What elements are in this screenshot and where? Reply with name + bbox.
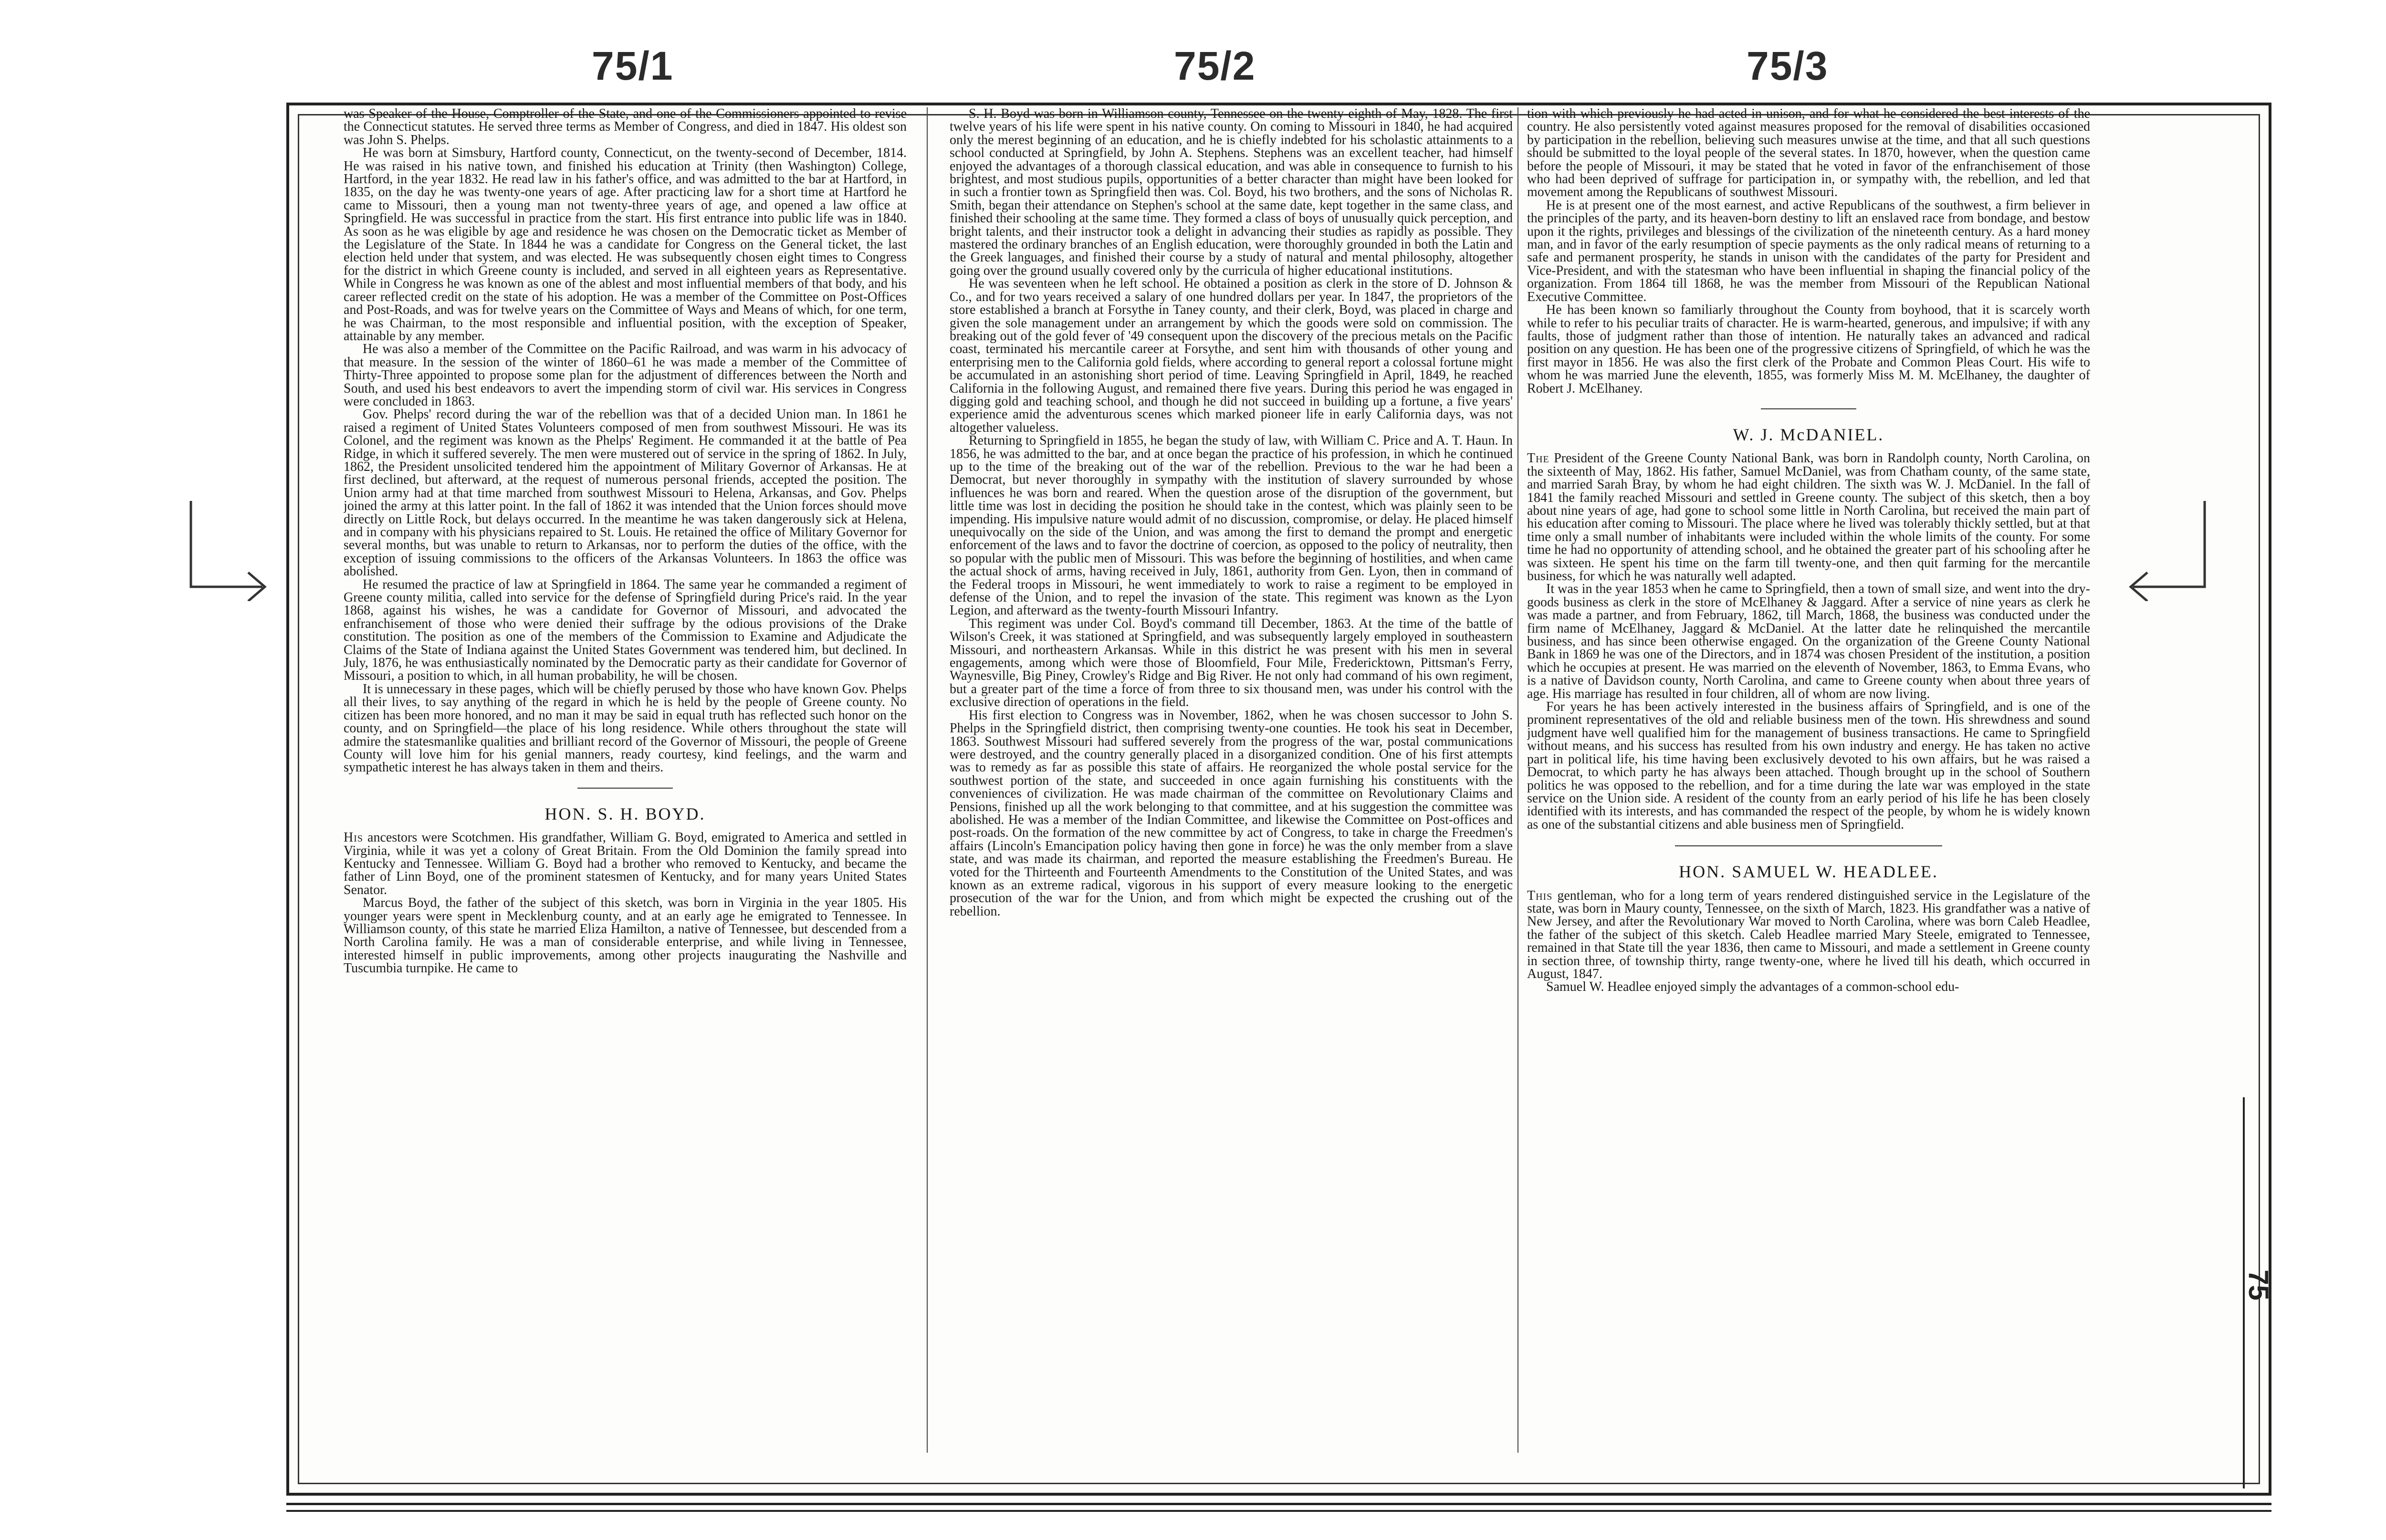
paragraph-text: ancestors were Scotchmen. His grandfather, William G. Boyd, emigrated to America and settled in Virginia, while it was yet a colony of Great Britain. From the Old Dominion the family spread into Kentucky and Tennessee. William G. Boyd had a brother who removed to Kentucky, and became the father of Linn Boyd, one of the prominent statesmen of Kentucky, and for many years United States Senator. bbox=[344, 830, 907, 897]
paragraph: Marcus Boyd, the father of the subject of this sketch, was born in Virginia in the year 1805. His younger years were spent in Mecklenburg county, and at an early age he emigrated to Tennessee. In Williamson county, of this state he married Eliza Hamilton, a native of Tennessee, but descended from a North Carolina family. He was a man of considerable enterprise, and while living in Tennessee, interested himself in public improvements, among other projects inaugurating the Nashville and Tuscumbia turnpike. He came to bbox=[344, 895, 907, 976]
section-heading-boyd: HON. S. H. BOYD. bbox=[544, 804, 706, 823]
paragraph: It was in the year 1853 when he came to Springfield, then a town of small size, and went into the dry-goods business as clerk in the store of McElhaney & Jaggard. After a service of nine years as clerk he was made a partner, and from February, 1862, till March, 1868, the business was conducted under the firm name of McElhaney, Jaggard & McDaniel. At the latter date he relinquished the mercantile business, and has since been otherwise engaged. On the organization of the Greene County National Bank in 1869 he was one of the Directors, and in 1874 was chosen President of the institution, a position which he occupies at present. He was married on the eleventh of November, 1863, to Emma Evans, who is a native of Davidson county, North Carolina, and came to Greene county when about three years of age. His marriage has resulted in four children, all of whom are now living. bbox=[1527, 582, 2090, 701]
paragraph: He was also a member of the Committee on the Pacific Railroad, and was warm in his advocacy of that measure. In the session of the winter of 1860–61 he was made a member of the Committee of Thirty-Three appointed to propose some plan for the adjustment of differences between the North and South, and used his best endeavors to avert the impending storm of civil war. His services in Congress were concluded in 1863. bbox=[344, 342, 907, 409]
lead-word: His bbox=[344, 830, 364, 845]
paragraph: He was seventeen when he left school. He obtained a position as clerk in the store of D. Johnson & Co., and for two years received a salary of one hundred dollars per year. In 1847, the proprietors of the store established a branch at Forsythe in Taney county, and their clerk, Boyd, was placed in charge and given the sole management under an arrangement by which the goods were sold on commission. The breaking out of the gold fever of '49 consequent upon the discovery of the precious metals on the Pacific coast, terminated his mercantile career at Forsythe, and sent him with thousands of other young and enterprising men to the California gold fields, where according to general report a colossal fortune might be accumulated in an astonishing short period of time. Leaving Springfield in April, 1849, he reached California in the following August, and remained there five years. During this period he was engaged in digging gold and teaching school, and though he did not succeed in building up a fortune, a five years' experience amid the adventurous scenes which marked pioneer life in early California days, was not altogether valueless. bbox=[950, 276, 1513, 435]
arrow-left-icon bbox=[2119, 496, 2214, 601]
column-2 bbox=[950, 107, 1513, 1453]
paragraph: was Speaker of the House, Comptroller of the State, and one of the Commissioners appointed to revise the Connecticut statutes. He served three terms as Member of Congress, and died in 1847. His oldest son was John S. Phelps. bbox=[344, 107, 907, 147]
lead-word: The bbox=[1527, 451, 1549, 466]
section-divider bbox=[1761, 408, 1856, 409]
paragraph: tion with which previously he had acted in unison, and for what he considered the best interests of the country. He also persistently voted against measures proposed for the removal of disabilities occasioned by participation in the rebellion, believing such measures unwise at the time, and that all such questions should be submitted to the loyal people of the several states. In 1870, however, when the question came before the people of Missouri, it may be stated that he voted in favor of the enfranchisement of those who had been deprived of suffrage for participation in, or sympathy with, the rebellion, and led that movement among the Republicans of southwest Missouri. bbox=[1527, 107, 2090, 200]
paragraph: Samuel W. Headlee enjoyed simply the advantages of a common-school edu- bbox=[1546, 979, 1959, 995]
paragraph: Returning to Springfield in 1855, he began the study of law, with William C. Price and A. T. Haun. In 1856, he was admitted to the bar, and at once began the practice of his profession, in which he continued up to the time of the breaking out of the war of the rebellion. Previous to the war he had been a Democrat, but never thoroughly in sympathy with the institution of slavery surrounded by whose influences he was born and reared. When the question arose of the disruption of the government, but little time was lost in deciding the position he should take in the contest, which was plainly seen to be impending. His impulsive nature would admit of no discussion, compromise, or delay. He placed himself unequivocally on the side of the Union, and was among the first to demand the prompt and energetic enforcement of the laws and to favor the doctrine of coercion, as opposed to the policy of neutrality, then so popular with the public men of Missouri. This was before the beginning of hostilities, and when came the actual shock of arms, having received in July, 1861, authority from Gen. Lyon, then in command of the Federal troops in Missouri, he went immediately to work to raise a regiment to be employed in defense of the Union, and to repel the invasion of the state. This regiment was known as the Lyon Legion, and afterward as the twenty-fourth Missouri Infantry. bbox=[950, 433, 1513, 618]
paragraph: He has been known so familiarly throughout the County from boyhood, that it is scarcely worth while to refer to his peculiar traits of character. He is warm-hearted, generous, and impulsive; if with any faults, those of judgment rather than those of intention. He naturally takes an advanced and radical position on any question. He has been one of the progressive citizens of Springfield, of which he was the first mayor in 1856. He was also the first clerk of the Probate and Common Pleas Court. His wife to whom he was married June the eleventh, 1855, was formerly Miss M. M. McElhaney, the daughter of Robert J. McElhaney. bbox=[1527, 302, 2090, 396]
paragraph: He was born at Simsbury, Hartford county, Connecticut, on the twenty-second of December, 1814. He was raised in his native town, and finished his education at Trinity (then Washington) College, Hartford, in the year 1832. He read law in his father's office, and was admitted to the bar at Hartford, in 1835, on the day he was twenty-one years of age. After practicing law for a short time at Hartford he came to Missouri, then a young man not twenty-three years of age, and opened a law office at Springfield. He was successful in practice from the start. His first entrance into public life was in 1840. As soon as he was eligible by age and residence he was chosen on the Democratic ticket as Member of the Legislature of the State. In 1844 he was a candidate for Congress on the General ticket, the last election held under that system, and was elected. He was subsequently chosen eight times to Congress for the district in which Greene county is included, and served in all eighteen years as Representative. While in Congress he was known as one of the ablest and most influential members of that body, and his career reflected credit on the state of his adoption. He was a member of the Committee on Post-Offices and Post-Roads, and was for twelve years on the Committee of Ways and Means of which, for one term, he was Chairman, to the most responsible and influential position, with the exception of Speaker, attainable by any member. bbox=[344, 146, 907, 343]
arrow-right-icon bbox=[181, 496, 277, 601]
paragraph: Gov. Phelps' record during the war of the rebellion was that of a decided Union man. In 1861 he raised a regiment of United States Volunteers composed of men from southwest Missouri. He was its Colonel, and the regiment was known as the Phelps' Regiment. He commanded it at the battle of Pea Ridge, in which it suffered severely. The men were mustered out of service in the spring of 1862. In July, 1862, the President unsolicited tendered him the appointment of Military Governor of Arkansas. He at first declined, but afterward, at the request of numerous personal friends, accepted the position. The Union army had at that time marched from southwest Missouri to Helena, Arkansas, and Gov. Phelps joined the army at this latter point. In the fall of 1862 it was intended that the Union forces should move directly on Little Rock, but delays occurred. In the meantime he was taken dangerously sick at Helena, and in company with his physicians repaired to St. Louis. He retained the office of Military Governor for several months, but was unable to return to Arkansas, nor to perform the duties of the office, with the exception of issuing commissions to the officers of the Arkansas Volunteers. In 1863 the office was abolished. bbox=[344, 407, 907, 579]
column-divider-2 bbox=[1517, 107, 1518, 1453]
paragraph: S. H. Boyd was born in Williamson county, Tennessee on the twenty-eighth of May, 1828. The first twelve years of his life were spent in his native county. On coming to Missouri in 1840, he had acquired only the merest beginning of an education, and he is chiefly indebted for his scholastic attainments to a school conducted at Springfield, by John A. Stephens. Stephens was an excellent teacher, had himself enjoyed the advantages of a thorough classical education, and was able in consequence to furnish to his brightest, and most studious pupils, opportunities of a better character than might have been looked for in such a frontier town as Springfield then was. Col. Boyd, his two brothers, and the sons of Nicholas R. Smith, began their attendance on Stephen's school at the same date, kept together in the same class, and finished their schooling at the same time. They formed a class of boys of unusually quick perception, and bright talents, and their instructor took a delight in advancing their studies as rapidly as possible. They mastered the ordinary branches of an English education, were thoroughly grounded in both the Latin and the Greek languages, and finished their course by a study of natural and mental philosophy, altogether going over the ground usually covered only by the curricula of higher educational institutions. bbox=[950, 107, 1513, 278]
paragraph: He is at present one of the most earnest, and active Republicans of the southwest, a firm believer in the principles of the party, and its heaven-born destiny to lift an enslaved race from bondage, and bestow upon it the rights, privileges and blessings of the civilization of the nineteenth century. As a hard money man, and in favor of the early resumption of specie payments as the only radical means of returning to a safe and permanent prosperity, he stands in unison with the candidates of the party for President and Vice-President, and with the statesman who have been influential in shaping the financial policy of the organization. From 1864 till 1868, he was the member from Missouri of the Republican National Executive Committee. bbox=[1527, 198, 2090, 304]
label-left: 75/1 bbox=[592, 43, 674, 88]
column-1 bbox=[344, 107, 907, 1453]
label-center: 75/2 bbox=[1174, 43, 1256, 88]
paragraph bbox=[1527, 452, 2090, 583]
paragraph: He resumed the practice of law at Springfield in 1864. The same year he commanded a regiment of Greene county militia, called into service for the defense of Springfield during Price's raid. In the year 1868, against his wishes, he was a candidate for Governor of Missouri, and advocated the enfranchisement of those who were denied their suffrage by the odious provisions of the Drake constitution. The position as one of the members of the Commission to Examine and Adjudicate the Claims of the State of Indiana against the United States Government was tendered him, but declined. In July, 1876, he was enthusiastically nominated by the Democratic party as their candidate for Governor of Missouri, a position to which, in all human probability, he will be chosen. bbox=[344, 577, 907, 684]
page-number: 75 bbox=[2242, 1269, 2274, 1301]
section-heading-mcdaniel: W. J. McDANIEL. bbox=[1733, 425, 1884, 444]
paragraph-text: gentleman, who for a long term of years rendered distinguished service in the Legislature of the state, was born in Maury county, Tennessee, on the sixth of March, 1823. His grandfather was a native of New Jersey, and after the Revolutionary War moved to North Carolina, where was born Caleb Headlee, the father of the subject of this sketch. Caleb Headlee married Mary Steele, emigrated to Tennessee, remained in that State till the year 1836, then came to Missouri, and made a settlement in Greene county in section three, of township thirty, range twenty-one, where he lived till his death, which occurred in August, 1847. bbox=[1527, 888, 2090, 981]
column-divider-1 bbox=[927, 107, 928, 1453]
paragraph: It is unnecessary in these pages, which will be chiefly perused by those who have known Gov. Phelps all their lives, to say anything of the regard in which he is held by the people of Greene county. No citizen has been more honored, and no man it may be said in equal truth has reflected such honor on the county, and on Springfield—the place of his long residence. While others throughout the state will admire the statesmanlike qualities and brilliant record of the Governor of Missouri, the people of Greene County will love him for his genial manners, ready courtesy, kind feelings, and the warm and sympathetic interest he has always taken in them and theirs. bbox=[344, 681, 907, 775]
lead-word: This bbox=[1527, 888, 1553, 903]
column-3 bbox=[1527, 107, 2090, 1453]
section-divider bbox=[1675, 845, 1942, 846]
paragraph bbox=[1527, 889, 2090, 981]
label-right: 75/3 bbox=[1747, 43, 1829, 88]
section-divider bbox=[577, 788, 673, 789]
paragraph: This regiment was under Col. Boyd's command till December, 1863. At the time of the battle of Wilson's Creek, it was stationed at Springfield, and was subsequently largely employed in southeastern Missouri, and northeastern Arkansas. While in this district he was present with his men in several engagements, among which were those of Bloomfield, Four Mile, Fredericktown, Pittsman's Ferry, Waynesville, Big Piney, Crowley's Ridge and Big River. He not only had command of his own regiment, but a greater part of the time a force of from three to six thousand men, was under his control with the exclusive direction of operations in the field. bbox=[950, 616, 1513, 710]
paragraph bbox=[344, 831, 907, 896]
paragraph-text: President of the Greene County National Bank, was born in Randolph county, North Carolina, on the sixteenth of May, 1862. His father, Samuel McDaniel, was from Chatham county, of the same state, and married Sarah Bray, by whom he had eight children. The sixth was W. J. McDaniel. In the fall of 1841 the family reached Missouri and settled in Greene county. The subject of this sketch, then a boy about nine years of age, had gone to school some little in North Carolina, but received the main part of his education after coming to Missouri. The place where he lived was tolerably thickly settled, but at that time only a small number of inhabitants were included within the whole limits of the county. For some time he had no opportunity of attending school, and he obtained the greater part of his schooling after he was sixteen. He spent his time on the farm till twenty-one, and then quit farming for the mercantile business, for which he was naturally well adapted. bbox=[1527, 451, 2090, 583]
bottom-double-rule bbox=[286, 1503, 2271, 1512]
paragraph: His first election to Congress was in November, 1862, when he was chosen successor to John S. Phelps in the Springfield district, then comprising twenty-one counties. He took his seat in December, 1863. Southwest Missouri had suffered severely from the progress of the war, postal communications were destroyed, and the country generally placed in a disorganized condition. One of his first attempts was to remedy as far as possible this state of affairs. He reorganized the whole postal service for the southwest portion of the state, and succeeded in once again furnishing his constituents with the conveniences of civilization. He was made chairman of the committee on Revolutionary Claims and Pensions, finished up all the work belonging to that committee, and at his suggestion the committee was abolished. He was a member of the Indian Committee, and likewise the Committee on Post-offices and post-roads. On the formation of the new committee by act of Congress, to take in charge the Freedmen's affairs (Lincoln's Emancipation policy having then gone in force) he was the only member from a slave state, and was made its chairman, and reported the measure establishing the Freedmen's Bureau. He voted for the Thirteenth and Fourteenth Amendments to the Constitution of the United States, and was known as an extreme radical, vigorous in his support of every measure looking to the energetic prosecution of the war for the Union, and from which might be expected the crushing out of the rebellion. bbox=[950, 708, 1513, 919]
section-heading-headlee: HON. SAMUEL W. HEADLEE. bbox=[1679, 862, 1938, 882]
paragraph: For years he has been actively interested in the business affairs of Springfield, and is one of the prominent representatives of the old and reliable business men of the town. His shrewdness and sound judgment have well qualified him for the management of business transactions. He came to Springfield without means, and his success has resulted from his own industry and energy. He has taken no active part in political life, his time having been exclusively devoted to his own affairs, but he was raised a Democrat, to which party he has always been attached. Though brought up in the school of Southern politics he was opposed to the rebellion, and for a time during the late war was employed in the state service on the Union side. A resident of the county from an early period of his life he has been closely identified with its interests, and has commanded the respect of the people, by whom he is widely known as one of the substantial citizens and able business men of Springfield. bbox=[1527, 699, 2090, 832]
